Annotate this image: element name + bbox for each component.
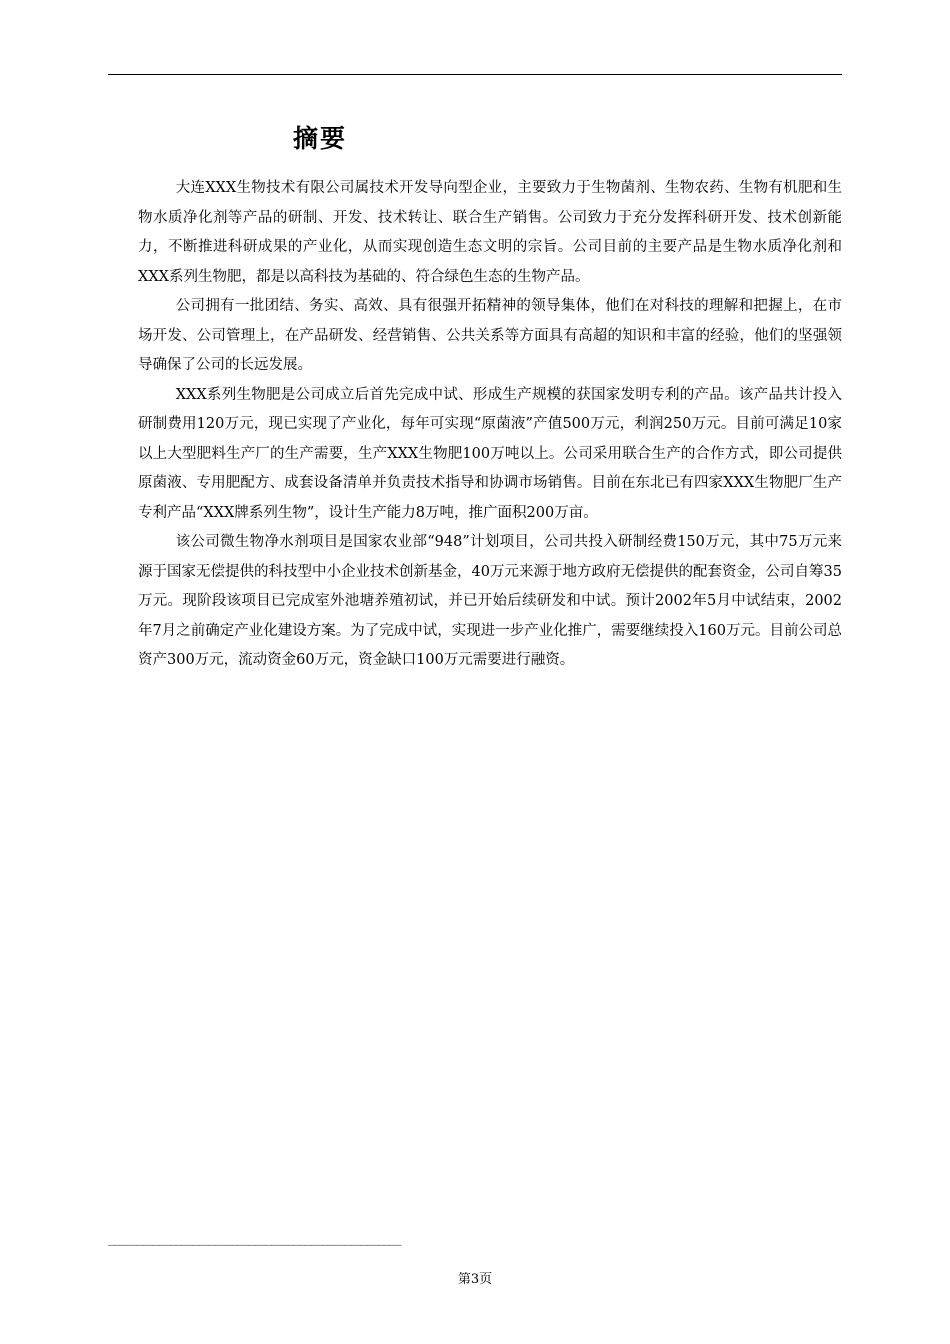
paragraph-water-purifier-project: 该公司微生物净水剂项目是国家农业部“948”计划项目，公司共投入研制经费150万元，其中75万元来源于国家无偿提供的科技型中小企业技术创新基金，40万元来源于地方政府无偿提供的配套资金，公司自筹35万元。现阶段该项目已完成室外池塘养殖初试，并已开始后续研发和中试。预计2002年5月中试结束，2002年7月之前确定产业化建设方案。为了完成中试，实现进一步产业化推广，需要继续投入160万元。目前公司总资产300万元，流动资金60万元，资金缺口100万元需要进行融资。	[138, 534, 842, 668]
page-number: 第3页	[457, 1272, 493, 1287]
page-title: 摘要	[293, 124, 348, 153]
paragraph-fertilizer-product: XXX系列生物肥是公司成立后首先完成中试、形成生产规模的获国家发明专利的产品。该产品共计投入研制费用120万元，现已实现了产业化，每年可实现“原菌液”产值500万元，利润250万元。目前可满足10家以上大型肥料生产厂的生产需要，生产XXX生物肥100万吨以上。公司采用联合生产的合作方式，即公司提供原菌液、专用肥配方、成套设备清单并负责技术指导和协调市场销售。目前在东北已有四家XXX生物肥厂生产专利产品“XXX牌系列生物”，设计生产能力8万吨，推广面积200万亩。	[138, 386, 842, 521]
paragraph-company-intro: 大连XXX生物技术有限公司属技术开发导向型企业，主要致力于生物菌剂、生物农药、生物有机肥和生物水质净化剂等产品的研制、开发、技术转让、联合生产销售。公司致力于充分发挥科研开发、技术创新能力，不断推进科研成果的产业化，从而实现创造生态文明的宗旨。公司目前的主要产品是生物水质净化剂和XXX系列生物肥，都是以高科技为基础的、符合绿色生态的生物产品。	[138, 180, 842, 285]
footer-rule: ————————————————————————————————————————————————————	[108, 1238, 401, 1251]
paragraph-leadership: 公司拥有一批团结、务实、高效、具有很强开拓精神的领导集体，他们在对科技的理解和把握上，在市场开发、公司管理上，在产品研发、经营销售、公共关系等方面具有高超的知识和丰富的经验，他们的坚强领导确保了公司的长远发展。	[138, 298, 842, 373]
document-body	[138, 174, 842, 676]
header-rule	[108, 74, 842, 75]
